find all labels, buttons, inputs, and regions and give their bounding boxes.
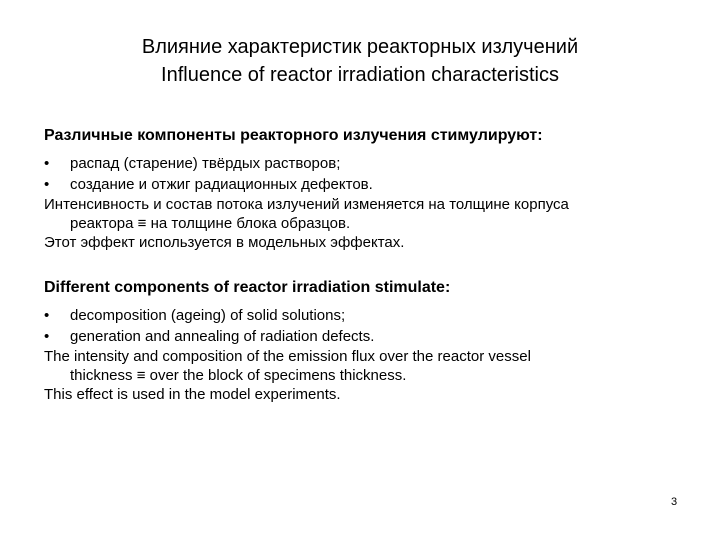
page-number: 3 — [670, 496, 678, 508]
english-heading: Different components of reactor irradiation stimulate: — [44, 279, 451, 296]
russian-bullet-text: распад (старение) твёрдых растворов; — [70, 155, 341, 172]
russian-paragraph-line: Интенсивность и состав потока излучений изменяется на толщине корпуса — [44, 196, 569, 213]
russian-bullet-item — [44, 174, 694, 195]
slide-title — [60, 33, 660, 89]
russian-paragraph-effect — [44, 233, 694, 252]
english-bullet-text: decomposition (ageing) of solid solutions; — [70, 307, 346, 324]
english-bullet-item — [44, 326, 694, 347]
english-paragraph-line: The intensity and composition of the emission flux over the reactor vessel — [44, 348, 531, 365]
title-russian: Влияние характеристик реакторных излучений — [141, 36, 579, 58]
english-paragraph-line: thickness ≡ over the block of specimens thickness. — [70, 367, 407, 384]
english-bullet-item — [44, 305, 694, 326]
russian-paragraph-line: Этот эффект используется в модельных эффектах. — [44, 234, 405, 251]
english-section — [44, 277, 694, 404]
russian-bullet-item — [44, 153, 694, 174]
russian-paragraph-intensity — [44, 195, 694, 233]
bullet-icon: • — [44, 307, 50, 324]
bullet-icon: • — [44, 176, 50, 193]
russian-heading: Различные компоненты реакторного излучения стимулируют: — [44, 127, 543, 144]
english-paragraph-line: This effect is used in the model experiments. — [44, 386, 341, 403]
russian-paragraph-line: реактора ≡ на толщине блока образцов. — [70, 215, 351, 232]
russian-section — [44, 125, 694, 252]
english-bullet-text: generation and annealing of radiation defects. — [70, 328, 375, 345]
english-paragraph-intensity — [44, 347, 694, 385]
english-paragraph-effect — [44, 385, 694, 404]
bullet-icon: • — [44, 328, 50, 345]
bullet-icon: • — [44, 155, 50, 172]
title-english: Influence of reactor irradiation characteristics — [161, 64, 559, 86]
russian-bullet-text: создание и отжиг радиационных дефектов. — [70, 176, 373, 193]
